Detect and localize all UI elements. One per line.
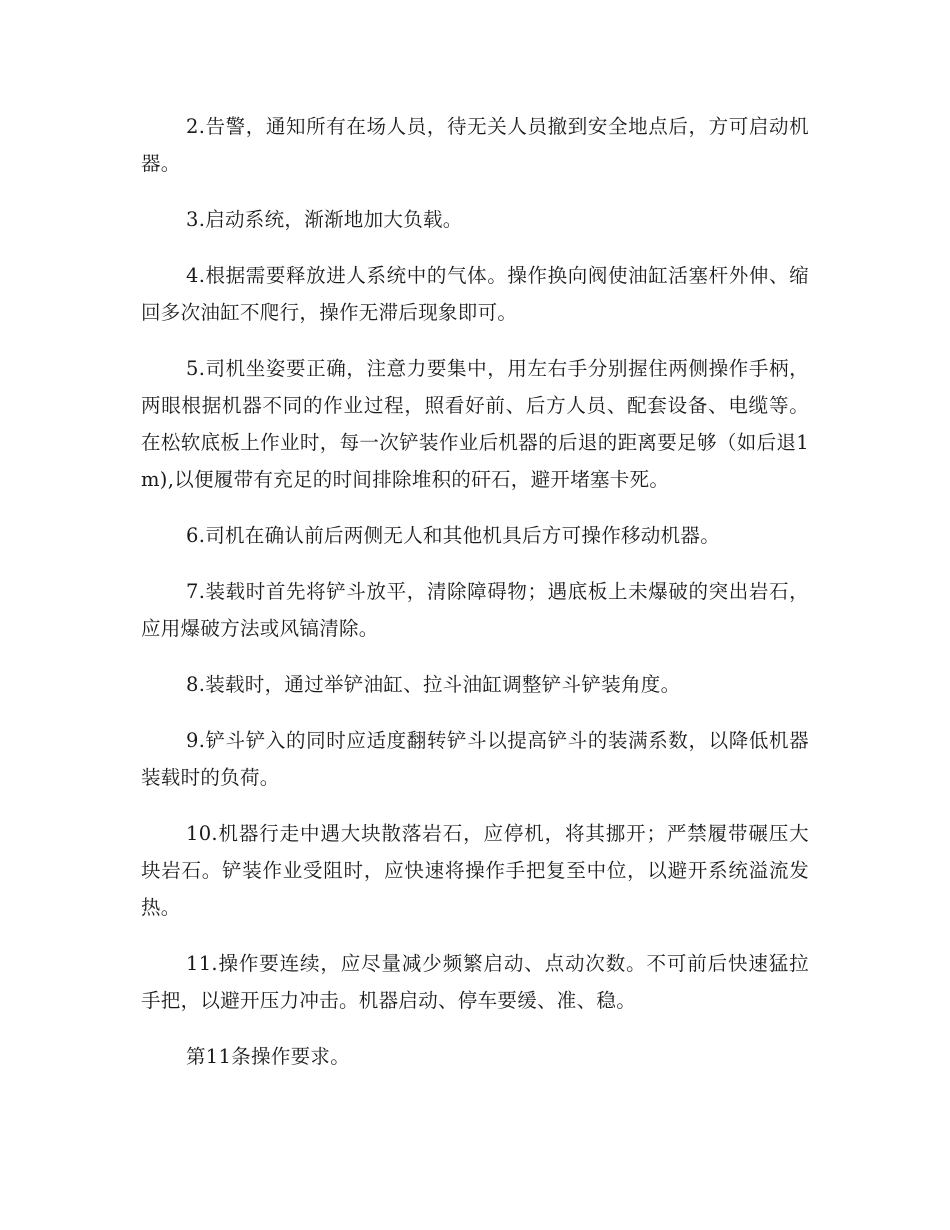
section-heading: 第11条操作要求。 bbox=[186, 1045, 351, 1068]
paragraph-item-7: 7.装载时首先将铲斗放平，清除障碍物；遇底板上未爆破的突出岩石，应用爆破方法或风镐清除。 bbox=[141, 580, 809, 640]
paragraph-item-8: 8.装载时，通过举铲油缸、拉斗油缸调整铲斗铲装角度。 bbox=[186, 673, 681, 696]
paragraph-item-5: 5.司机坐姿要正确，注意力要集中，用左右手分别握住两侧操作手柄，两眼根据机器不同的作业过程，照看好前、后方人员、配套设备、电缆等。在松软底板上作业时，每一次铲装作业后机器的后退的距离要足够（如后退1m),以便履带有充足的时间排除堆积的矸石，避开堵塞卡死。 bbox=[141, 357, 809, 491]
paragraph-item-11: 11.操作要连续，应尽量减少频繁启动、点动次数。不可前后快速猛拉手把，以避开压力冲击。机器启动、停车要缓、准、稳。 bbox=[141, 952, 809, 1012]
paragraph-item-3: 3.启动系统，渐渐地加大负载。 bbox=[186, 208, 463, 231]
paragraph-item-2: 2.告警，通知所有在场人员，待无关人员撤到安全地点后，方可启动机器。 bbox=[141, 115, 809, 175]
document-body bbox=[141, 108, 809, 1094]
paragraph-item-9: 9.铲斗铲入的同时应适度翻转铲斗以提高铲斗的装满系数，以降低机器装载时的负荷。 bbox=[141, 729, 809, 789]
paragraph-item-4: 4.根据需要释放进人系统中的气体。操作换向阀使油缸活塞杆外伸、缩回多次油缸不爬行，操作无滞后现象即可。 bbox=[141, 264, 809, 324]
paragraph-item-10: 10.机器行走中遇大块散落岩石，应停机，将其挪开；严禁履带碾压大块岩石。铲装作业受阻时，应快速将操作手把复至中位，以避开系统溢流发热。 bbox=[141, 822, 809, 919]
paragraph-item-6: 6.司机在确认前后两侧无人和其他机具后方可操作移动机器。 bbox=[186, 524, 721, 547]
